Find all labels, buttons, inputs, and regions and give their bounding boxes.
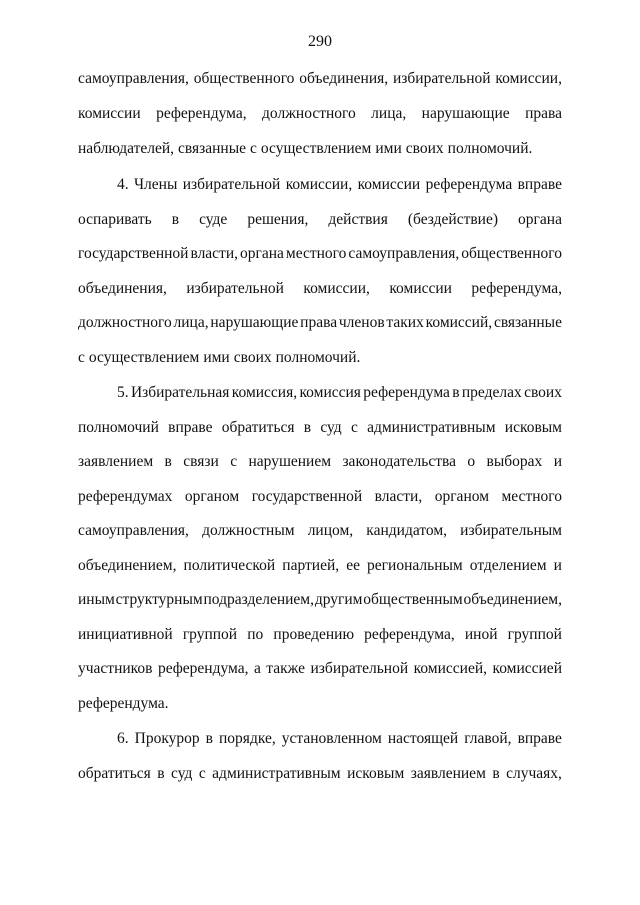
text-line: иным структурным подразделением, другим общественным объединением, <box>78 591 562 608</box>
text-line: инициативной группой по проведению референдума, иной группой <box>78 626 562 643</box>
text-line: комиссии референдума, должностного лица, нарушающие права <box>78 105 562 122</box>
text-line: объединением, политической партией, ее региональным отделением и <box>78 557 562 574</box>
text-line: 5. Избирательная комиссия, комиссия референдума в пределах своих <box>117 384 562 401</box>
text-line: оспаривать в суде решения, действия (бездействие) органа <box>78 211 562 228</box>
text-line: объединения, избирательной комиссии, комиссии референдума, <box>78 280 562 297</box>
text-line: государственной власти, органа местного самоуправления, общественного <box>78 245 562 262</box>
page-number: 290 <box>308 33 332 50</box>
text-line: участников референдума, а также избирательной комиссией, комиссией <box>78 660 562 677</box>
text-line: самоуправления, должностным лицом, кандидатом, избирательным <box>78 522 562 539</box>
text-line: с осуществлением ими своих полномочий. <box>78 349 361 366</box>
text-line: наблюдателей, связанные с осуществлением ими своих полномочий. <box>78 140 533 157</box>
text-line: обратиться в суд с административным исковым заявлением в случаях, <box>78 765 562 782</box>
text-line: должностного лица, нарушающие права членов таких комиссий, связанные <box>78 314 562 331</box>
text-line: полномочий вправе обратиться в суд с административным исковым <box>78 419 562 436</box>
text-line: 6. Прокурор в порядке, установленном настоящей главой, вправе <box>117 730 562 747</box>
text-line: самоуправления, общественного объединения, избирательной комиссии, <box>78 70 562 87</box>
text-line: 4. Члены избирательной комиссии, комиссии референдума вправе <box>117 176 562 193</box>
text-line: референдумах органом государственной власти, органом местного <box>78 488 562 505</box>
text-line: заявлением в связи с нарушением законодательства о выборах и <box>78 453 562 470</box>
text-line: референдума. <box>78 695 169 712</box>
